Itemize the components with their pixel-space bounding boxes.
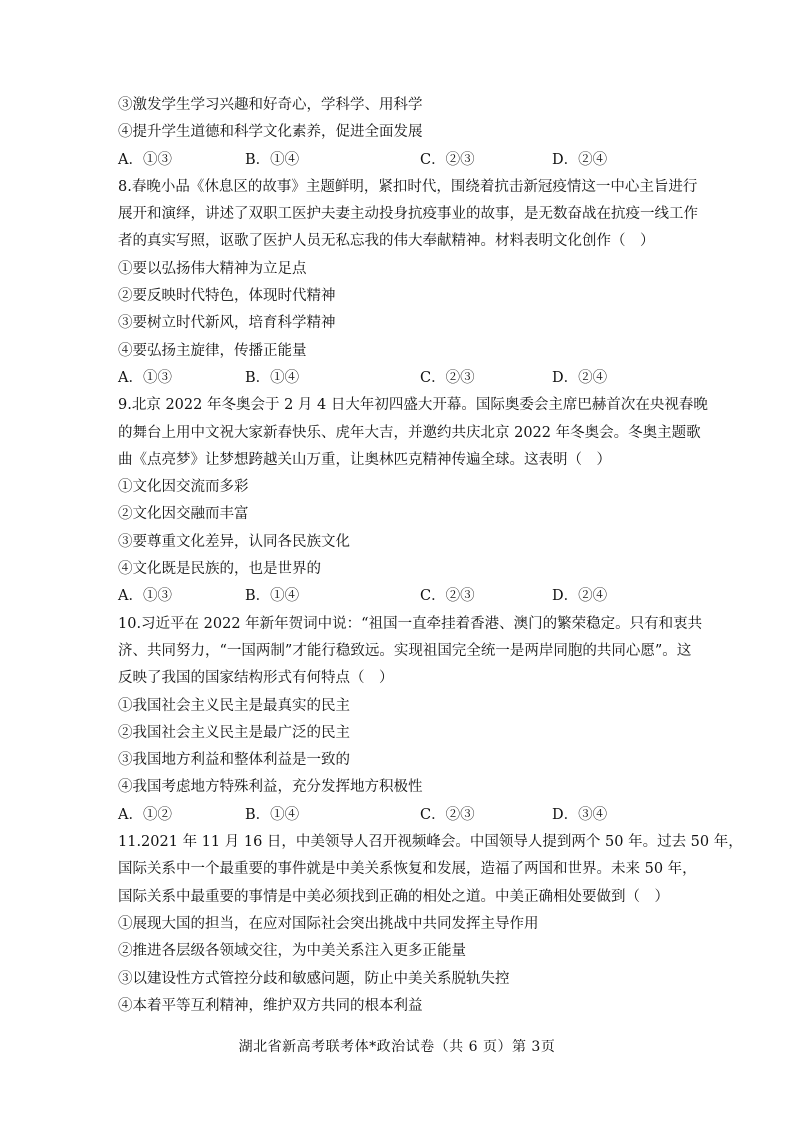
q10-item-3: ③我国地方利益和整体利益是一致的 <box>118 752 350 769</box>
q7-item-4: ④提升学生道德和科学文化素养，促进全面发展 <box>118 124 423 141</box>
q9-stem-line-2: 的舞台上用中文祝大家新春快乐、虎年大吉，并邀约共庆北京 2022 年冬奥会。冬奥主题歌 <box>118 424 701 441</box>
q11-stem-line-1: 11.2021 年 11 月 16 日，中美领导人召开视频峰会。中国领导人提到两个 50 年。过去 50 年， <box>118 834 743 851</box>
q9-option-d: D．②④ <box>552 588 608 605</box>
q11-item-2: ②推进各层级各领域交往，为中美关系注入更多正能量 <box>118 943 466 960</box>
q7-options <box>118 147 688 174</box>
q10-item-1: ①我国社会主义民主是最真实的民主 <box>118 697 350 714</box>
q7-option-b: B．①④ <box>245 151 300 168</box>
q11-item-1: ①展现大国的担当，在应对国际社会突出挑战中共同发挥主导作用 <box>118 915 539 932</box>
q10-option-d: D．③④ <box>552 806 608 823</box>
q9-option-b: B．①④ <box>245 588 300 605</box>
q11-stem-line-2: 国际关系中一个最重要的事件就是中美关系恢复和发展，造福了两国和世界。未来 50 年， <box>118 861 697 878</box>
q9-options <box>118 583 688 610</box>
q8-stem-line-2: 展开和演绎，讲述了双职工医护夫妻主动投身抗疫事业的故事，是无数奋战在抗疫一线工作 <box>118 206 698 223</box>
q7-option-c: C．②③ <box>420 151 475 168</box>
q10-stem-line-1: 10.习近平在 2022 年新年贺词中说：“祖国一直牵挂着香港、澳门的繁荣稳定。只有和衷共 <box>118 615 703 632</box>
q7-option-d: D．②④ <box>552 151 608 168</box>
q10-option-c: C．②③ <box>420 806 475 823</box>
q11-stem-line-3: 国际关系中最重要的事情是中美必须找到正确的相处之道。中美正确相处要做到（ ） <box>118 888 669 905</box>
q8-item-3: ③要树立时代新风，培育科学精神 <box>118 315 336 332</box>
q8-item-2: ②要反映时代特色，体现时代精神 <box>118 288 336 305</box>
q9-item-2: ②文化因交融而丰富 <box>118 506 249 523</box>
q8-stem-line-3: 者的真实写照，讴歌了医护人员无私忘我的伟大奉献精神。材料表明文化创作（ ） <box>118 233 655 250</box>
q8-item-1: ①要以弘扬伟大精神为立足点 <box>118 260 307 277</box>
q10-option-b: B．①④ <box>245 806 300 823</box>
q10-stem-line-2: 济、共同努力，“一国两制”才能行稳致远。实现祖国完全统一是两岸同胞的共同心愿”。这 <box>118 642 692 659</box>
q10-item-2: ②我国社会主义民主是最广泛的民主 <box>118 724 350 741</box>
q9-stem-line-1: 9.北京 2022 年冬奥会于 2 月 4 日大年初四盛大开幕。国际奥委会主席巴赫首次在央视春晚 <box>118 397 708 414</box>
q9-item-4: ④文化既是民族的，也是世界的 <box>118 561 321 578</box>
q9-stem-line-3: 曲《点亮梦》让梦想跨越关山万重，让奥林匹克精神传遍全球。这表明（ ） <box>118 451 611 468</box>
q11-item-3: ③以建设性方式管控分歧和敏感问题，防止中美关系脱轨失控 <box>118 970 510 987</box>
q8-option-d: D．②④ <box>552 369 608 386</box>
q9-item-3: ③要尊重文化差异，认同各民族文化 <box>118 533 350 550</box>
q8-stem-line-1: 8.春晚小品《休息区的故事》主题鲜明，紧扣时代，围绕着抗击新冠疫情这一中心主旨进行 <box>118 178 698 195</box>
q9-option-c: C．②③ <box>420 588 475 605</box>
q9-item-1: ①文化因交流而多彩 <box>118 479 249 496</box>
q11-item-4: ④本着平等互利精神，维护双方共同的根本利益 <box>118 997 423 1014</box>
q8-options <box>118 365 688 392</box>
q8-option-c: C．②③ <box>420 369 475 386</box>
q10-item-4: ④我国考虑地方特殊利益，充分发挥地方积极性 <box>118 779 423 796</box>
exam-page-body <box>118 92 743 1020</box>
q9-option-a: A．①③ <box>118 588 172 605</box>
q7-option-a: A．①③ <box>118 151 172 168</box>
page-footer: 湖北省新高考联考体*政治试卷（共 6 页）第 3页 <box>238 1039 556 1055</box>
q10-option-a: A．①② <box>118 806 172 823</box>
q10-stem-line-3: 反映了我国的国家结构形式有何特点（ ） <box>118 670 394 687</box>
q8-item-4: ④要弘扬主旋律，传播正能量 <box>118 342 307 359</box>
q8-option-a: A．①③ <box>118 369 172 386</box>
q8-option-b: B．①④ <box>245 369 300 386</box>
q10-options <box>118 802 688 829</box>
q7-item-3: ③激发学生学习兴趣和好奇心，学科学、用科学 <box>118 97 423 113</box>
